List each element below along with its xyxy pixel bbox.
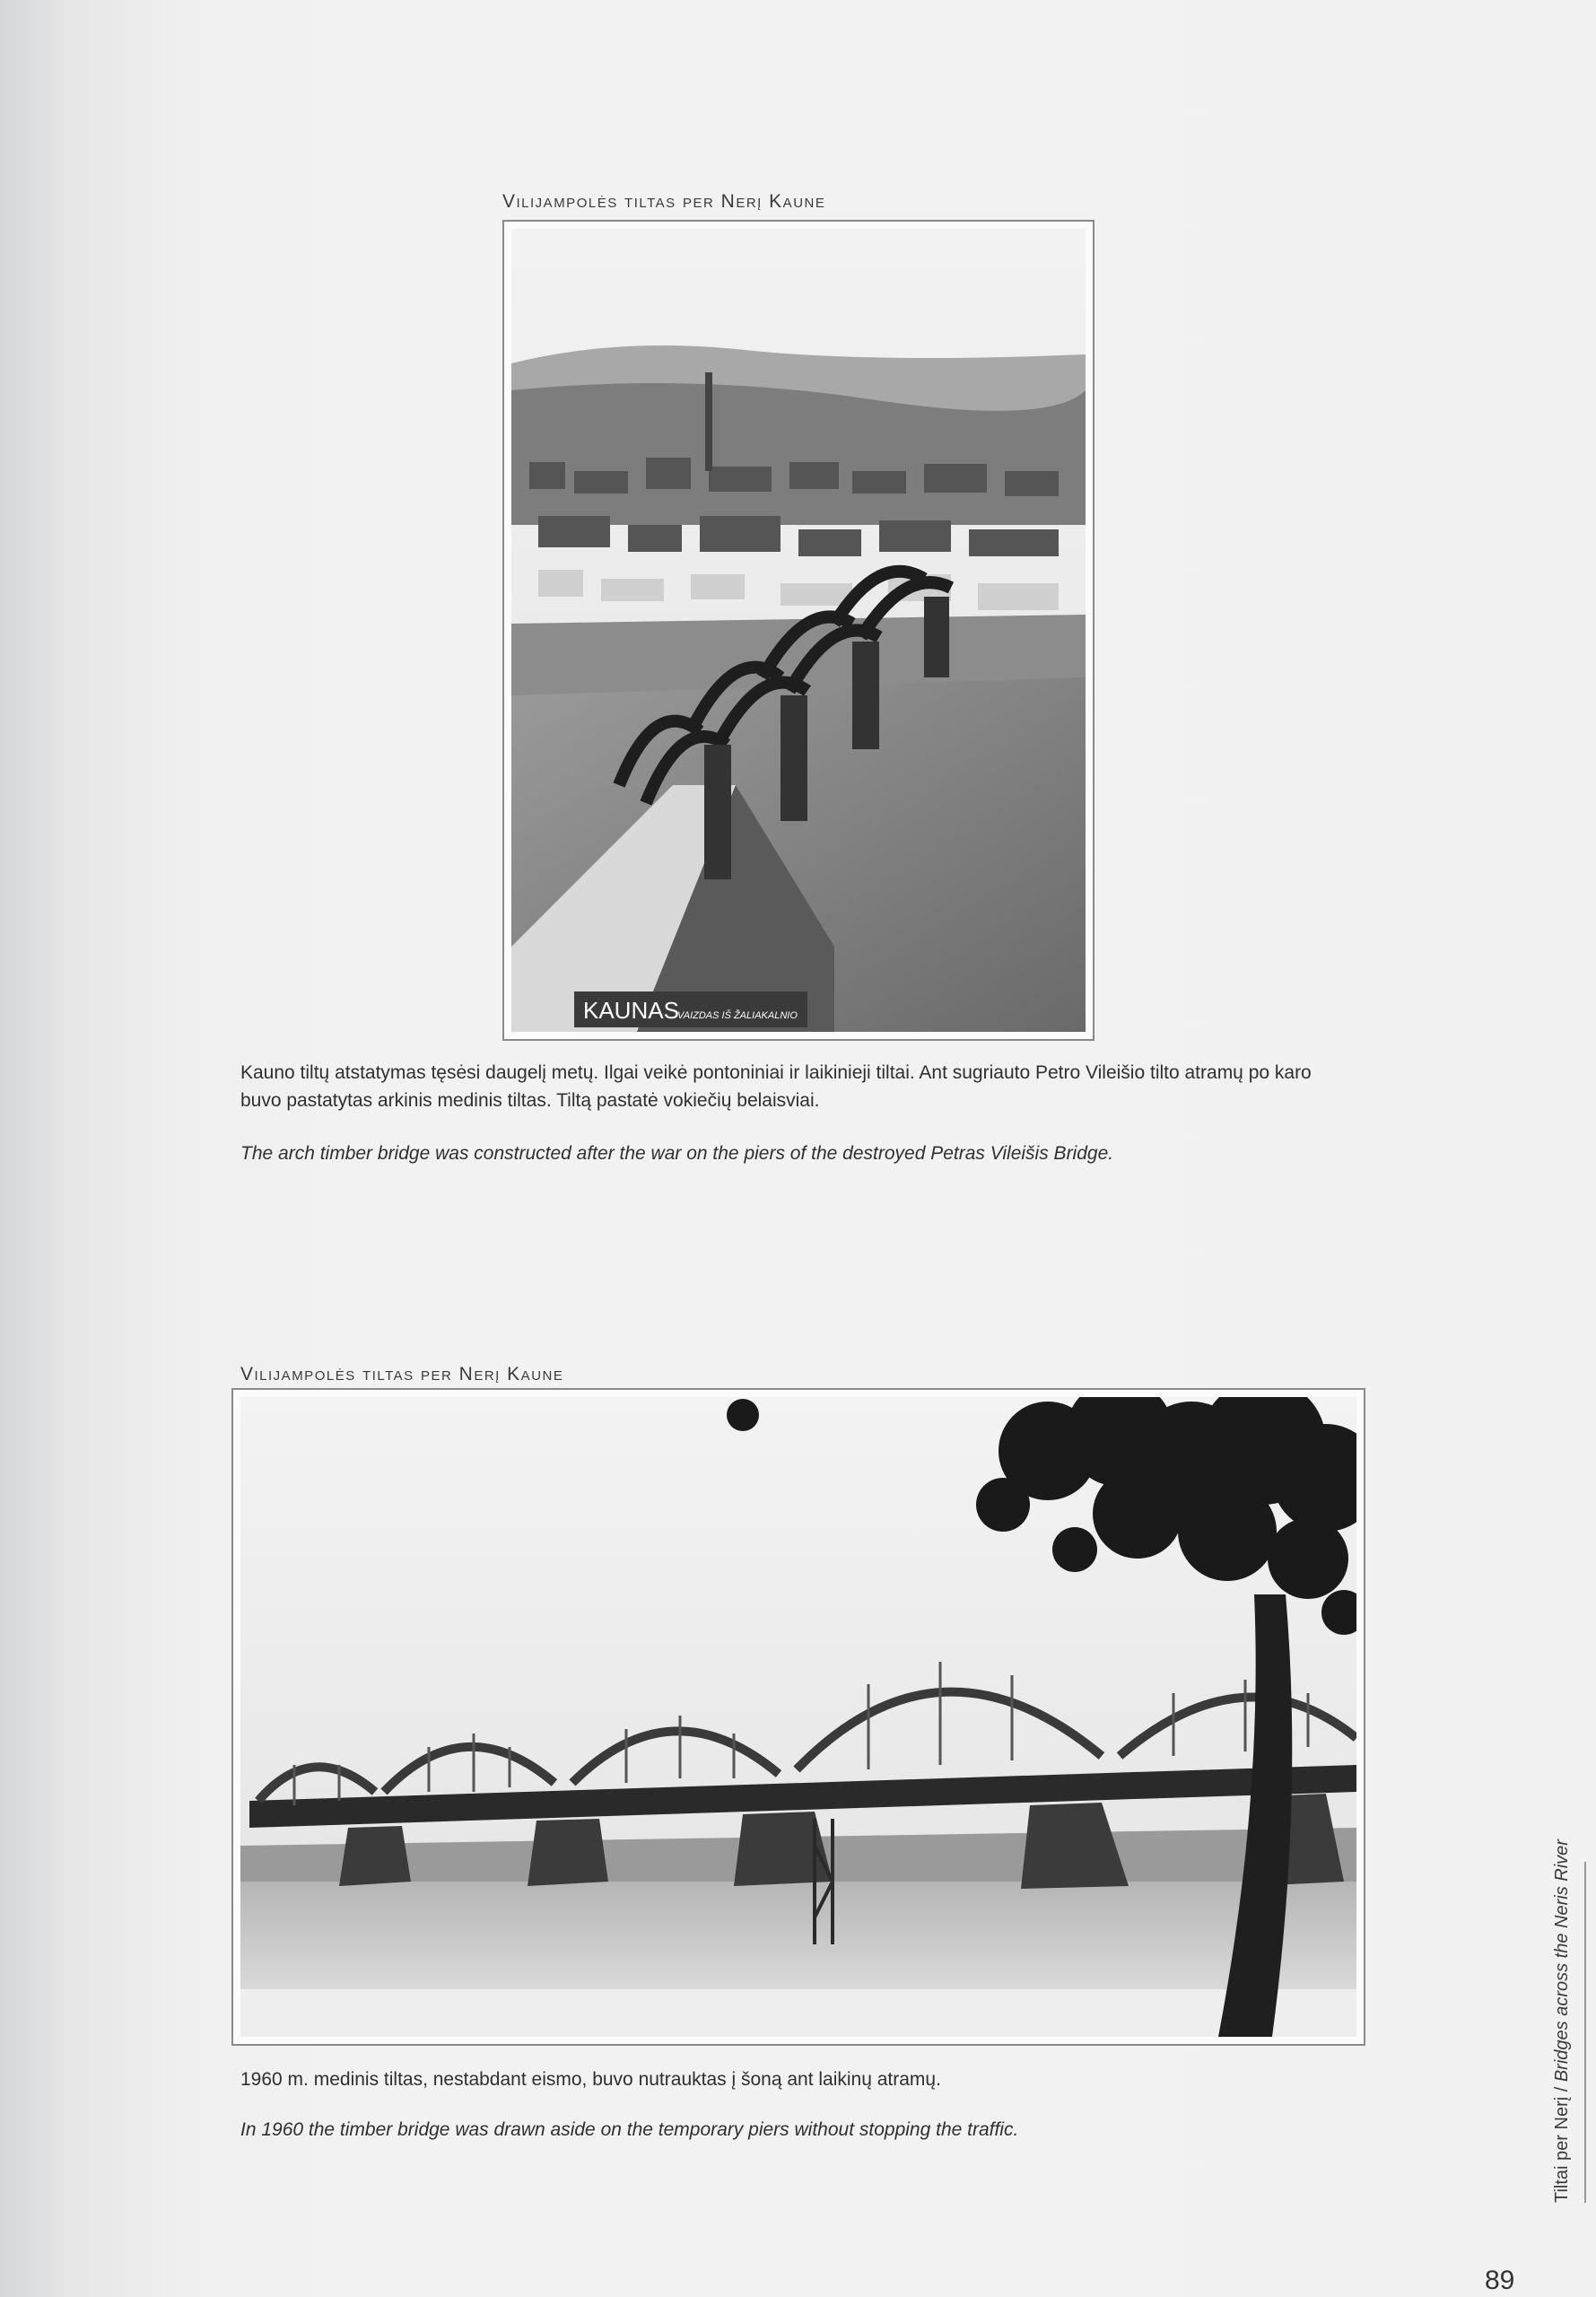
caption-en-1: The arch timber bridge was constructed after the war on the piers of the destroyed Petras Vileišis Bridge. [240,1143,1114,1164]
photo-title-1: Vilijampolės tiltas per Nerį Kaune [502,191,826,212]
running-header-en: Bridges across the Neris River [1552,1839,1572,2083]
aerial-bridge-image [511,229,1086,1032]
caption-en-2: In 1960 the timber bridge was drawn aside on the temporary piers without stopping the traffic. [240,2119,1019,2140]
caption-lt-1: Kauno tiltų atstatymas tęsėsi daugelį metų. Ilgai veikė pontoniniai ir laikinieji tiltai. Ant sugriauto Petro Vileišio tilto atramų po karo buvo pastatytas arkinis medinis tiltas. Tiltą pastatė vokiečių belaisviai. [240,1062,1312,1111]
caption-lt-2: 1960 m. medinis tiltas, nestabdant eismo, buvo nutrauktas į šoną ant laikinų atramų. [240,2069,941,2090]
bridge-photo-aerial [502,220,1095,1041]
page-number: 89 [1485,2266,1515,2295]
photo-inscription-small: VAIZDAS IŠ ŽALIAKALNIO [677,1010,798,1021]
side-bridge-image [240,1397,1356,2037]
bridge-photo-side [231,1388,1365,2046]
photo-inscription: KAUNAS [583,997,679,1024]
running-header [1552,1839,1586,2203]
running-header-lt: Tiltai per Nerį / [1552,2082,1572,2203]
photo-title-2: Vilijampolės tiltas per Nerį Kaune [240,1364,564,1384]
